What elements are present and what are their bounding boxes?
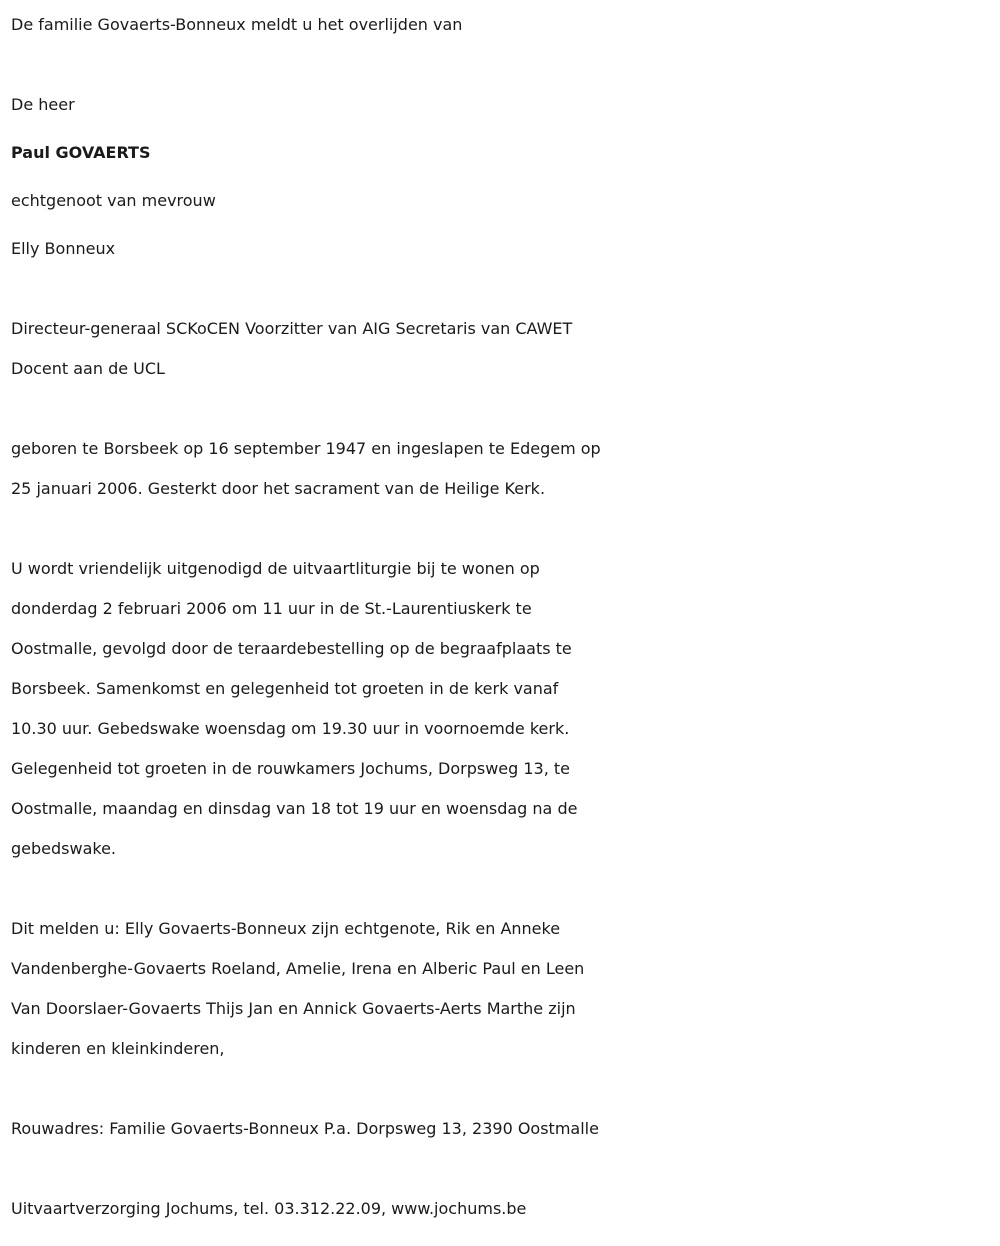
mourning-address: Rouwadres: Familie Govaerts-Bonneux P.a. Dorpsweg 13, 2390 Oostmalle [11,1119,599,1138]
paragraph-line: donderdag 2 februari 2006 om 11 uur in de St.-Laurentiuskerk te [11,599,532,618]
intro-text: De familie Govaerts-Bonneux meldt u het overlijden van [11,15,463,34]
paragraph-line: Borsbeek. Samenkomst en gelegenheid tot groeten in de kerk vanaf [11,679,559,698]
functions-paragraph [11,309,1000,389]
paragraph-line: Oostmalle, gevolgd door de teraardebestelling op de begraafplaats te [11,639,572,658]
paragraph-line: Van Doorslaer-Govaerts Thijs Jan en Annick Govaerts-Aerts Marthe zijn [11,999,576,1018]
paragraph-line: gebedswake. [11,839,117,858]
paragraph-line: geboren te Borsbeek op 16 september 1947 en ingeslapen te Edegem op [11,439,601,458]
title-text: De heer [11,95,75,114]
deceased-name: Paul GOVAERTS [11,143,151,162]
paragraph-line: Directeur-generaal SCKoCEN Voorzitter van AIG Secretaris van CAWET [11,319,573,338]
paragraph-line: U wordt vriendelijk uitgenodigd de uitvaartliturgie bij te wonen op [11,559,540,578]
paragraph-line: Gelegenheid tot groeten in de rouwkamers Jochums, Dorpsweg 13, te [11,759,571,778]
paragraph-line: kinderen en kleinkinderen, [11,1039,225,1058]
announcers-paragraph [11,909,1000,1069]
paragraph-line: Oostmalle, maandag en dinsdag van 18 tot 19 uur en woensdag na de [11,799,578,818]
paragraph-line: Dit melden u: Elly Govaerts-Bonneux zijn echtgenote, Rik en Anneke [11,919,561,938]
spouse-label: echtgenoot van mevrouw [11,191,216,210]
birth-death-paragraph [11,429,1000,509]
paragraph-line: Vandenberghe-Govaerts Roeland, Amelie, Irena en Alberic Paul en Leen [11,959,585,978]
funeral-director: Uitvaartverzorging Jochums, tel. 03.312.22.09, www.jochums.be [11,1199,527,1218]
paragraph-line: 25 januari 2006. Gesterkt door het sacrament van de Heilige Kerk. [11,479,546,498]
paragraph-line: 10.30 uur. Gebedswake woensdag om 19.30 uur in voornoemde kerk. [11,719,570,738]
paragraph-line: Docent aan de UCL [11,359,165,378]
invitation-paragraph [11,549,1000,869]
spouse-name: Elly Bonneux [11,239,116,258]
